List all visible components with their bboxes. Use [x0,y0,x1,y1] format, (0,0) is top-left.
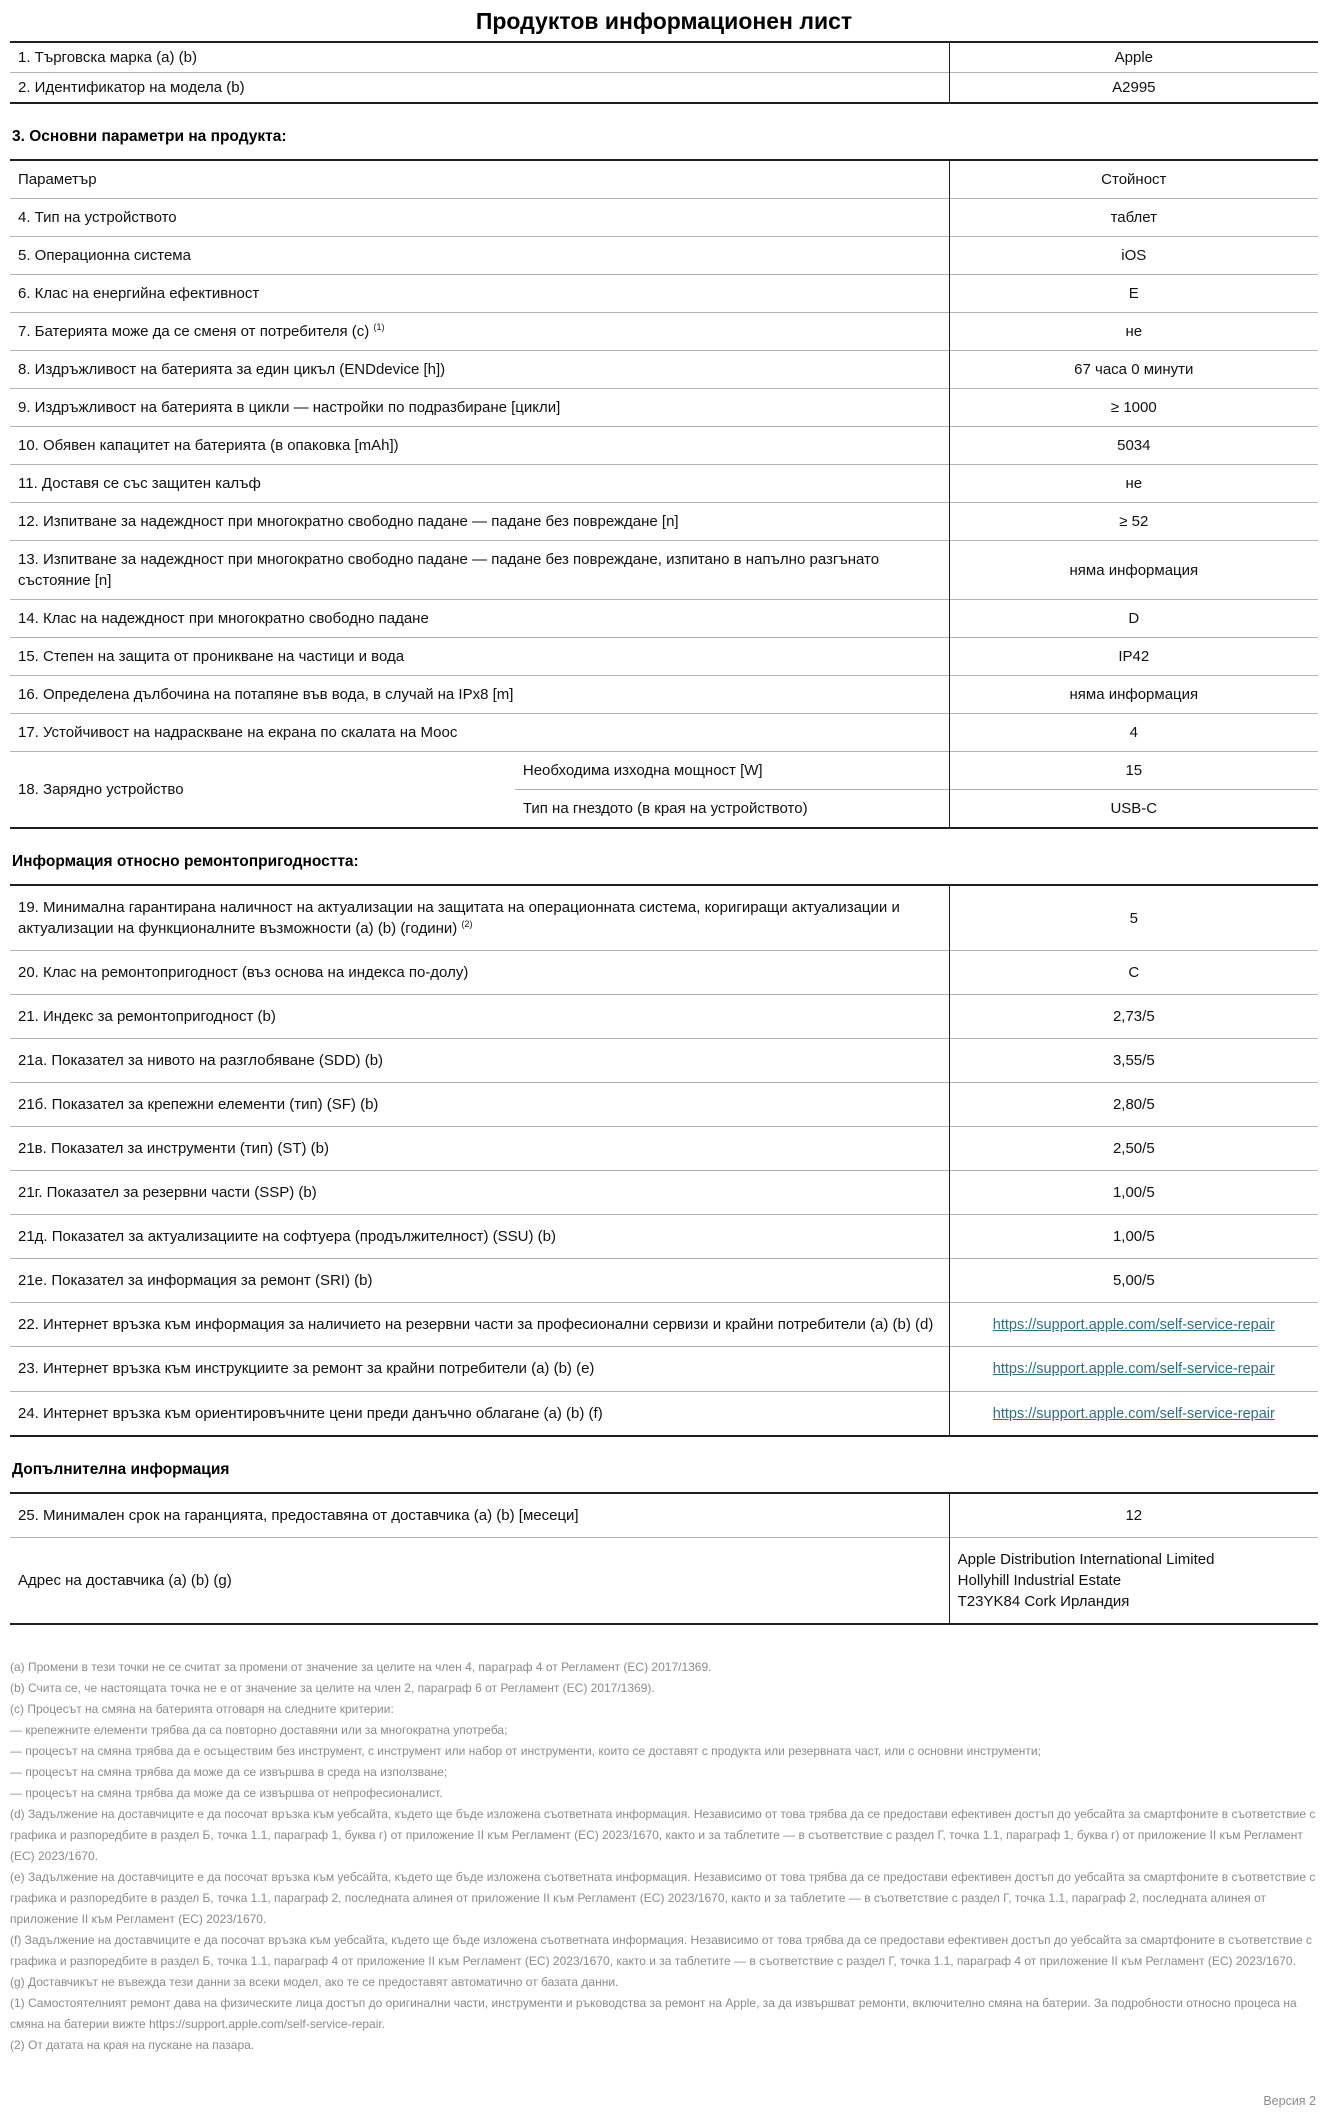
repairability-table [10,884,1318,1437]
table-row [10,199,1318,237]
param-value: IP42 [949,638,1318,676]
main-params-table [10,159,1318,829]
table-row [10,42,1318,73]
param-label: 14. Клас на надеждност при многократно свободно падане [10,600,949,638]
param-value: 12 [949,1493,1318,1538]
param-value: 2,50/5 [949,1127,1318,1171]
version-label: Версия 2 [1263,2093,1316,2108]
param-label: 16. Определена дълбочина на потапяне във вода, в случай на IPx8 [m] [10,676,949,714]
footnote-line: (2) От датата на края на пускане на пазара. [10,2037,255,2052]
footnote-ref: (2) [461,919,473,929]
table-row [10,313,1318,351]
param-value: D [949,600,1318,638]
param-value: не [949,313,1318,351]
table-row [10,885,1318,951]
supplier-address-line: Apple Distribution International Limited [957,1550,1215,1568]
param-value: 5 [949,885,1318,951]
param-label: 21д. Показател за актуализациите на софтуера (продължителност) (SSU) (b) [10,1215,949,1259]
footnote-line: — крепежните елементи трябва да са повторно доставяни или за многократна употреба; [10,1722,508,1737]
footnote-line: (a) Промени в тези точки не се считат за промени от значение за целите на член 4, параграф 4 от Регламент (ЕС) 2017/1369. [10,1659,712,1674]
param-value: 3,55/5 [949,1039,1318,1083]
table-row [10,1391,1318,1436]
footnote-line: — процесът на смяна трябва да може да се извършва от непрофесионалист. [10,1785,443,1800]
table-row [10,638,1318,676]
param-value [949,1347,1318,1391]
table-row [10,1303,1318,1347]
charger-subparam: Тип на гнездото (в края на устройството) [515,790,949,829]
param-value: 4 [949,714,1318,752]
param-value: E [949,275,1318,313]
table-header-row [10,160,1318,199]
table-row [10,951,1318,995]
param-value: 2,80/5 [949,1083,1318,1127]
column-header-parameter: Параметър [18,171,97,188]
section-heading-additional: Допълнителна информация [12,1460,230,1478]
footnote-line: (1) Самостоятелният ремонт дава на физическите лица достъп до оригинални части, инструменти и ръководства за ремонт на Apple, за да извършват ремонти, включително смяна на батерии. За подробности относно процеса на смяна на батерии вижте https://support.apple.com/self-service-repair. [10,1995,1297,2031]
table-row [10,73,1318,104]
charger-value: USB-C [949,790,1318,829]
param-value: не [949,465,1318,503]
param-label: 25. Минимален срок на гаранцията, предоставяна от доставчика (a) (b) [месеци] [18,1506,579,1524]
table-row [10,1083,1318,1127]
param-value: 5034 [949,427,1318,465]
supplier-address-row [10,1537,1318,1624]
footnote-line: (b) Счита се, че настоящата точка не е от значение за целите на член 2, параграф 6 от Регламент (ЕС) 2017/1369). [10,1680,655,1695]
param-value: ≥ 52 [949,503,1318,541]
param-label: 9. Издръжливост на батерията в цикли — настройки по подразбиране [цикли] [10,389,949,427]
footnote-line: — процесът на смяна трябва да е осъществим без инструмент, с инструмент или набор от инструменти, които се доставят с продукта или резервната част, или с основни инструменти; [10,1743,1041,1758]
param-value: 67 часа 0 минути [949,351,1318,389]
table-row [10,600,1318,638]
footnote-line: (c) Процесът на смяна на батерията отговаря на следните критерии: [10,1701,394,1716]
param-label: 21в. Показател за инструменти (тип) (ST) (b) [10,1127,949,1171]
param-label: 20. Клас на ремонтопригодност (въз основа на индекса по-долу) [10,951,949,995]
table-row [10,351,1318,389]
table-row [10,676,1318,714]
charger-row [10,752,1318,790]
table-row [10,1171,1318,1215]
param-label: 4. Тип на устройството [10,199,949,237]
column-header-value: Стойност [949,160,1318,199]
table-row [10,465,1318,503]
param-value: няма информация [949,676,1318,714]
support-link[interactable]: https://support.apple.com/self-service-repair [992,1405,1275,1422]
table-row [10,427,1318,465]
footnote-line: — процесът на смяна трябва да може да се извършва в среда на използване; [10,1764,448,1779]
charger-value: 15 [949,752,1318,790]
param-label: 22. Интернет връзка към информация за наличието на резервни части за професионални сервизи и крайни потребители (a) (b) (d) [10,1303,949,1347]
param-value: 1,00/5 [949,1215,1318,1259]
table-row [10,1493,1318,1538]
table-row [10,503,1318,541]
param-label: 11. Доставя се със защитен калъф [10,465,949,503]
supplier-address-line: T23YK84 Cork Ирландия [957,1592,1130,1610]
param-label: 17. Устойчивост на надраскване на екрана по скалата на Моос [10,714,949,752]
param-value: 5,00/5 [949,1259,1318,1303]
param-label: 23. Интернет връзка към инструкциите за ремонт за крайни потребители (a) (b) (e) [10,1347,949,1391]
footnotes [10,1657,1318,2056]
table-row [10,1259,1318,1303]
table-row [10,1215,1318,1259]
param-label: 21б. Показател за крепежни елементи (тип) (SF) (b) [10,1083,949,1127]
table-row [10,1127,1318,1171]
param-label: 21а. Показател за нивото на разглобяване (SDD) (b) [10,1039,949,1083]
param-value: A2995 [949,73,1318,104]
param-value: iOS [949,237,1318,275]
table-row [10,995,1318,1039]
support-link[interactable]: https://support.apple.com/self-service-repair [992,1361,1275,1378]
param-label: 12. Изпитване за надеждност при многократно свободно падане — падане без повреждане [n] [10,503,949,541]
charger-label: 18. Зарядно устройство [10,752,515,829]
param-label: 24. Интернет връзка към ориентировъчните цени преди данъчно облагане (a) (b) (f) [10,1391,949,1436]
table-row [10,389,1318,427]
param-label: 2. Идентификатор на модела (b) [10,73,949,104]
table-row [10,1347,1318,1391]
param-label: 1. Търговска марка (a) (b) [18,49,197,66]
supplier-address-value [949,1537,1318,1624]
param-label: 5. Операционна система [10,237,949,275]
param-value [949,1391,1318,1436]
table-row [10,275,1318,313]
param-label: 7. Батерията може да се сменя от потребителя (c) $^{(1)}$ [10,313,949,351]
footnote-line: (d) Задължение на доставчиците е да посочат връзка към уебсайта, където ще бъде изложена съответната информация. Независимо от това трябва да се предостави ефективен достъп до уебсайта за смартфоните в съответствие с графика и разпоредбите в раздел Б, точка 1.1, параграф 1, буква г) от приложение II към Регламент (ЕС) 2023/1670, както и за таблетите — в съответствие с раздел Г, точка 1.1, параграф 1, буква г) от приложение II към Регламент (ЕС) 2023/1670. [10,1806,1316,1863]
param-value: C [949,951,1318,995]
param-label: 21г. Показател за резервни части (SSP) (b) [10,1171,949,1215]
param-label: 15. Степен на защита от проникване на частици и вода [10,638,949,676]
param-value: Apple [949,42,1318,73]
param-label: 6. Клас на енергийна ефективност [10,275,949,313]
table-row [10,1039,1318,1083]
page-title: Продуктов информационен лист [475,8,853,34]
support-link[interactable]: https://support.apple.com/self-service-repair [992,1317,1275,1333]
table-row [10,237,1318,275]
section-heading-repairability: Информация относно ремонтопригодността: [12,853,359,870]
param-label: 8. Издръжливост на батерията за един цикъл (ENDdevice [h]) [10,351,949,389]
footnote-line: (f) Задължение на доставчиците е да посочат връзка към уебсайта, където ще бъде изложена съответната информация. Независимо от това трябва да се предостави ефективен достъп до уебсайта за смартфоните в съответствие с графика и разпоредбите в раздел Б, точка 1.1, параграф 4 от приложение II към Регламент (ЕС) 2023/1670, както и за таблетите — в съответствие с раздел Г, точка 1.1, параграф 4 от приложение II към Регламент (ЕС) 2023/1670. [10,1932,1312,1968]
footnote-line: (e) Задължение на доставчиците е да посочат връзка към уебсайта, където ще бъде изложена съответната информация. Независимо от това трябва да се предостави ефективен достъп до уебсайта за смартфоните в съответствие с графика и разпоредбите в раздел Б, точка 1.1, параграф 2, последната алинея от приложение II към Регламент (ЕС) 2023/1670, както и за таблетите — в съответствие с раздел Г, точка 1.1, параграф 2, последната алинея от приложение II към Регламент (ЕС) 2023/1670. [10,1869,1316,1926]
param-label: 10. Обявен капацитет на батерията (в опаковка [mAh]) [10,427,949,465]
charger-subparam: Необходима изходна мощност [W] [515,752,949,790]
supplier-address-line: Hollyhill Industrial Estate [957,1571,1122,1589]
param-value [949,1303,1318,1347]
additional-info-table [10,1492,1318,1625]
footnote-ref: (1) [373,322,385,332]
section-heading-main-params: 3. Основни параметри на продукта: [12,128,287,145]
brand-model-table [10,41,1318,104]
param-label: 21. Индекс за ремонтопригодност (b) [10,995,949,1039]
param-label: 19. Минимална гарантирана наличност на актуализации на защитата на операционната система, коригиращи актуализации и актуализации на функционалните възможности (a) (b) (години) $^{(2)}$ [18,899,900,937]
param-value: таблет [949,199,1318,237]
supplier-address-label: Адрес на доставчика (a) (b) (g) [10,1537,949,1624]
param-label: 13. Изпитване за надеждност при многократно свободно падане — падане без повреждане, изпитано в напълно разгънато състояние [n] [10,541,949,600]
param-value: няма информация [949,541,1318,600]
table-row [10,714,1318,752]
param-value: 1,00/5 [949,1171,1318,1215]
footnote-line: (g) Доставчикът не въвежда тези данни за всеки модел, ако те се предоставят автоматично от базата данни. [10,1974,619,1989]
table-row [10,541,1318,600]
param-label: 21е. Показател за информация за ремонт (SRI) (b) [10,1259,949,1303]
param-value: 2,73/5 [949,995,1318,1039]
param-value: ≥ 1000 [949,389,1318,427]
